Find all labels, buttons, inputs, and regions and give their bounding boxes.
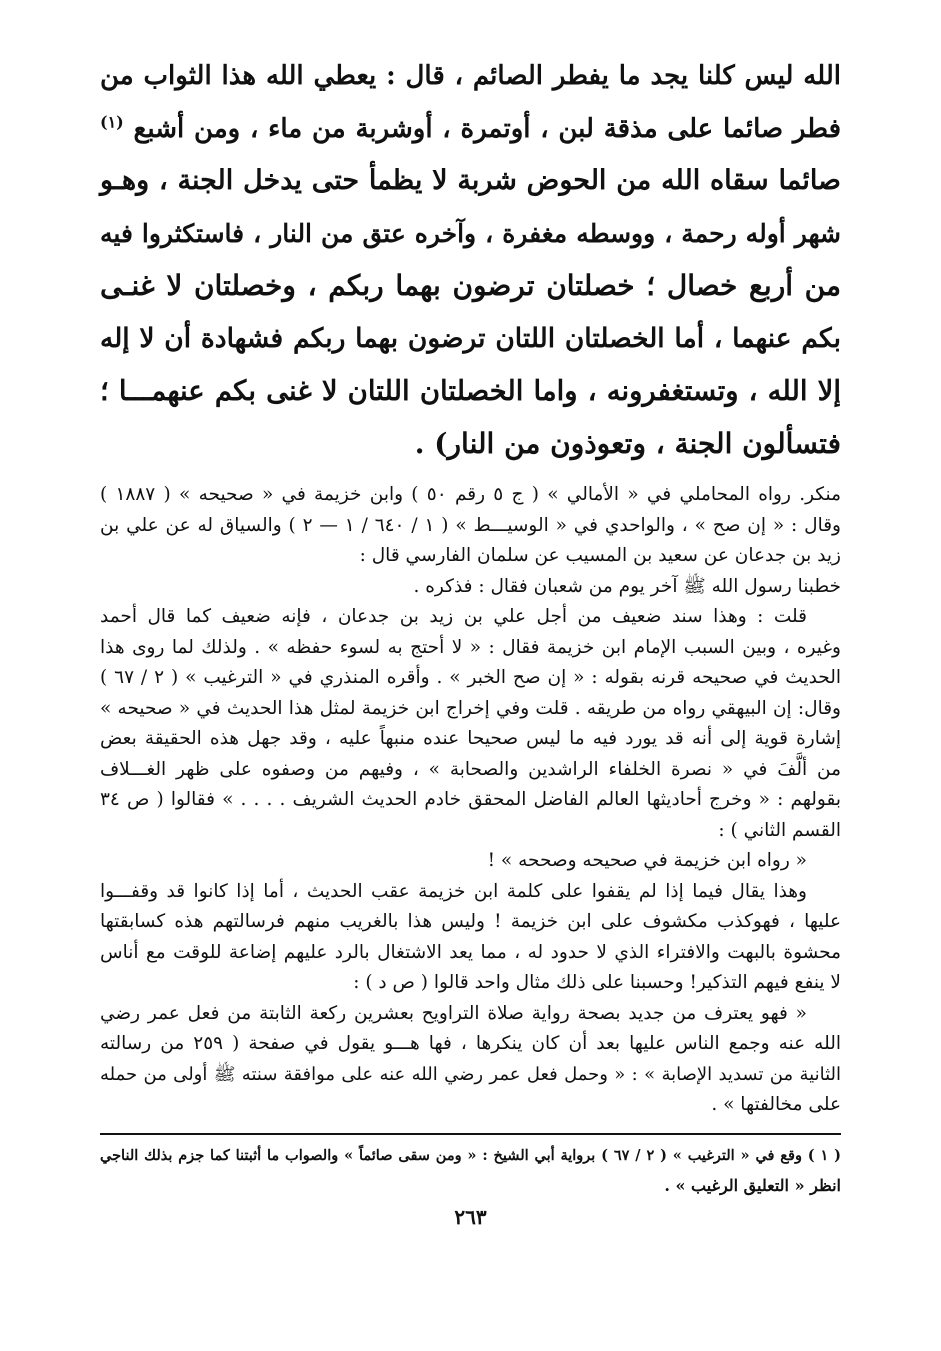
commentary-line: الثانية من تسديد الإصابة » : « وحمل فعل عمر رضي الله عنه على موافقة سنته ﷺ أولى من حمله [100,1063,841,1085]
main-text-line: الله ليس كلنا يجد ما يفطر الصائم ، قال : يعطي الله هذا الثواب من [100,61,841,91]
commentary-line: إشارة قوية إلى أنه قد يورد فيه ما ليس صحيحا عنده منبهاً عليه ، وقد جهل هذه الحقيقة بعض [100,728,841,749]
commentary-block [100,480,841,1121]
main-text-line: بكم عنهما ، أما الخصلتان اللتان ترضون بهما ربكم فشهادة أن لا إله [100,322,841,354]
main-text-line: من أربع خصال ؛ خصلتان ترضون بهما ربكم ، وخصلتان لا غنـى [100,269,841,302]
commentary-line: قلت : وهذا سند ضعيف من أجل علي بن زيد بن جدعان ، فإنه ضعيف كما قال أحمد [100,606,807,627]
commentary-line: القسم الثاني ) : [718,819,841,841]
document-page [100,40,841,1311]
commentary-line: « فهو يعترف من جديد بصحة رواية صلاة التراويح بعشرين ركعة الثابتة من فعل عمر رضي [100,1002,807,1024]
commentary-line: عليها ، فهوكذب مكشوف على ابن خزيمة ! وليس هذا بالغريب منهم فرسالتهم هذه كسابقتها [100,911,841,932]
main-text-line-content: فطر صائما على مذقة لبن ، أوتمرة ، أوشربة من ماء ، ومن أشبع [133,113,841,144]
main-text-line: شهر أوله رحمة ، ووسطه مغفرة ، وآخره عتق من النار ، فاستكثروا فيه [100,218,841,248]
commentary-line: وقال: إن البيهقي رواه من طريقه . قلت وفي إخراج ابن خزيمة لمثل هذا الحديث في « صحيحه » [100,697,841,719]
commentary-line: وقال : « إن صح » ، والواحدي في « الوسيـــط » ( ١ / ٦٤٠ / ١ — ٢ ) والسياق له عن علي بن [100,514,841,536]
footnote-marker: (١) [100,111,124,131]
footnote-line: ( ١ ) وقع في « الترغيب » ( ٢ / ٦٧ ) برواية أبي الشيخ : « ومن سقى صائماً » والصواب ما أثبتنا كما جزم بذلك الناجي [100,1146,841,1164]
commentary-line: محشوة بالبهت والافتراء الذي لا حدود له ، مما يعد الاشتغال بالرد عليهم إضاعة للوقت مع أناس [100,941,841,963]
commentary-line: الحديث في صحيحه قرنه بقوله : « إن صح الخبر » . وأقره المنذري في « الترغيب » ( ٢ / ٦٧ ) [100,667,842,688]
footnote-divider-area [100,1127,841,1141]
commentary-line: وغيره ، وبين السبب الإمام ابن خزيمة فقال : « لا أحتج به لسوء حفظه » . ولذلك لما روى هذا [100,636,841,658]
commentary-line: وهذا يقال فيما إذا لم يقفوا على كلمة ابن خزيمة عقب الحديث ، أما إذا كانوا قد وقفـــوا [100,880,807,902]
commentary-line: لا ينفع فيهم التذكير! وحسبنا على ذلك مثال واحد قالوا ( ص د ) : [353,972,841,993]
commentary-line: الله عنه وجمع الناس عليها بعد أن كان ينكرها ، فها هـــو يقول في صفحة ( ٢٥٩ من رسالته [100,1033,841,1054]
footnote-block [100,1141,841,1201]
commentary-line: « رواه ابن خزيمة في صحيحه وصححه » ! [487,850,807,871]
main-text-line [100,103,841,156]
commentary-line: منكر. رواه المحاملي في « الأمالي » ( ج ٥ رقم ٥٠ ) وابن خزيمة في « صحيحه » ( ١٨٨٧ ) [100,484,841,505]
page-number: ٢٦٣ [454,1204,487,1229]
commentary-line: بقولهم : « وخرج أحاديثها العالم الفاضل المحقق خادم الحديث الشريف . . . . » فقالوا ( ص ٣٤ [100,789,841,810]
commentary-line: زيد بن جدعان عن سعيد بن المسيب عن سلمان الفارسي قال : [359,545,841,566]
footnote-line: انظر « التعليق الرغيب » . [664,1175,841,1195]
footnote-divider [100,1133,841,1135]
main-text-line: فتسألون الجنة ، وتعوذون من النار) . [414,426,841,460]
main-text-line: إلا الله ، وتستغفرونه ، واما الخصلتان اللتان لا غنى بكم عنهمـــا ؛ [100,375,841,407]
hadith-main-text [100,50,841,470]
commentary-line: على مخالفتها » . [711,1094,841,1115]
commentary-line: خطبنا رسول الله ﷺ آخر يوم من شعبان فقال : فذكره . [413,575,841,597]
commentary-line: من ألَّفَ في « نصرة الخلفاء الراشدين والصحابة » ، وفيهم من وصفوه على ظهر الغـــلاف [100,758,841,780]
main-text-line: صائما سقاه الله من الحوض شربة لا يظمأ حتى يدخل الجنة ، وهـو [100,165,841,196]
